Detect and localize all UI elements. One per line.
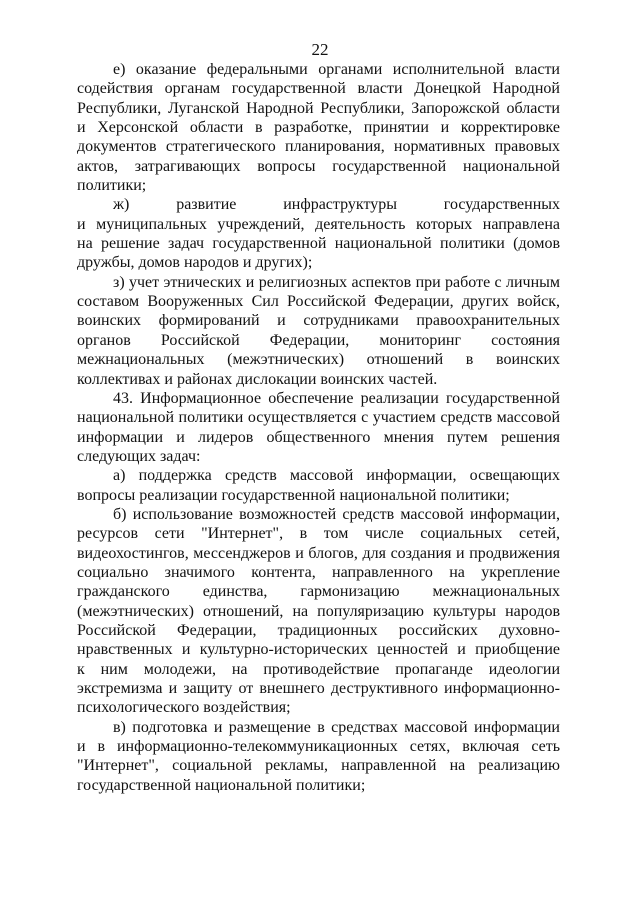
- text-line: воинских формирований и сотрудниками правоохранительных: [77, 312, 560, 330]
- paragraph-item-zh: [77, 195, 560, 272]
- text-line: е) оказание федеральными органами исполнительной власти: [113, 61, 560, 78]
- text-line: коллективах и районах дислокации воинских частей.: [77, 370, 438, 388]
- text-line: Республики, Луганской Народной Республики, Запорожской области: [77, 99, 560, 117]
- text-line: б) использование возможностей средств массовой информации,: [113, 505, 560, 523]
- text-line: на решение задач государственной национальной политики (домов: [77, 235, 560, 253]
- text-line: и Херсонской области в разработке, принятии и корректировке: [77, 119, 560, 137]
- page-number: 22: [311, 40, 329, 59]
- text-line: дружбы, домов народов и других);: [77, 254, 313, 272]
- paragraph-item-a: [77, 466, 560, 505]
- text-line: в) подготовка и размещение в средствах массовой информации: [113, 718, 560, 736]
- text-line: документов стратегического планирования, нормативных правовых: [77, 138, 560, 156]
- text-line: Российской Федерации, традиционных российских духовно-: [77, 621, 560, 639]
- text-line: 43. Информационное обеспечение реализации государственной: [113, 389, 560, 407]
- text-line: нравственных и культурно-исторических ценностей и приобщение: [77, 641, 560, 659]
- text-line: экстремизма и защиту от внешнего деструктивного информационно-: [77, 680, 560, 697]
- text-line: органов Российской Федерации, мониторинг состояния: [77, 331, 560, 349]
- text-line: и муниципальных учреждений, деятельность которых направлена: [77, 215, 560, 233]
- text-line: государственной национальной политики;: [77, 776, 366, 794]
- text-line: социально значимого контента, направленного на укрепление: [77, 563, 560, 581]
- text-line: гражданского единства, гармонизацию межнациональных: [77, 583, 560, 601]
- text-line: содействия органам государственной власти Донецкой Народной: [77, 80, 560, 98]
- paragraph-item-z: [77, 273, 560, 389]
- text-line: ресурсов сети "Интернет", в том числе социальных сетей,: [77, 525, 560, 543]
- text-line: вопросы реализации государственной национальной политики;: [77, 486, 510, 504]
- text-line: "Интернет", социальной рекламы, направленной на реализацию: [77, 757, 560, 775]
- text-line: психологического воздействия;: [77, 699, 291, 717]
- document-body: [77, 60, 560, 795]
- text-line: национальной политики осуществляется с участием средств массовой: [77, 409, 560, 427]
- text-line: з) учет этнических и религиозных аспектов при работе с личным: [113, 273, 560, 291]
- text-line: а) поддержка средств массовой информации, освещающих: [113, 467, 560, 485]
- text-line: видеохостингов, мессенджеров и блогов, для создания и продвижения: [77, 544, 560, 562]
- text-line: политики;: [77, 177, 147, 195]
- text-line: информации и лидеров общественного мнения путем решения: [77, 428, 560, 446]
- text-line: (межэтнических) отношений, на популяризацию культуры народов: [77, 602, 560, 620]
- paragraph-item-v: [77, 718, 560, 795]
- text-line: к ним молодежи, на противодействие пропаганде идеологии: [77, 660, 560, 678]
- text-line: актов, затрагивающих вопросы государственной национальной: [77, 157, 560, 175]
- text-line: ж) развитие инфраструктуры государственных: [113, 196, 560, 214]
- paragraph-item-e: [77, 60, 560, 195]
- text-line: следующих задач:: [77, 447, 201, 465]
- text-line: составом Вооруженных Сил Российской Федерации, других войск,: [77, 293, 560, 311]
- paragraph-item-b: [77, 505, 560, 718]
- paragraph-section-43: [77, 389, 560, 466]
- text-line: межнациональных (межэтнических) отношений в воинских: [77, 351, 560, 369]
- text-line: и в информационно-телекоммуникационных сетях, включая сеть: [77, 738, 560, 756]
